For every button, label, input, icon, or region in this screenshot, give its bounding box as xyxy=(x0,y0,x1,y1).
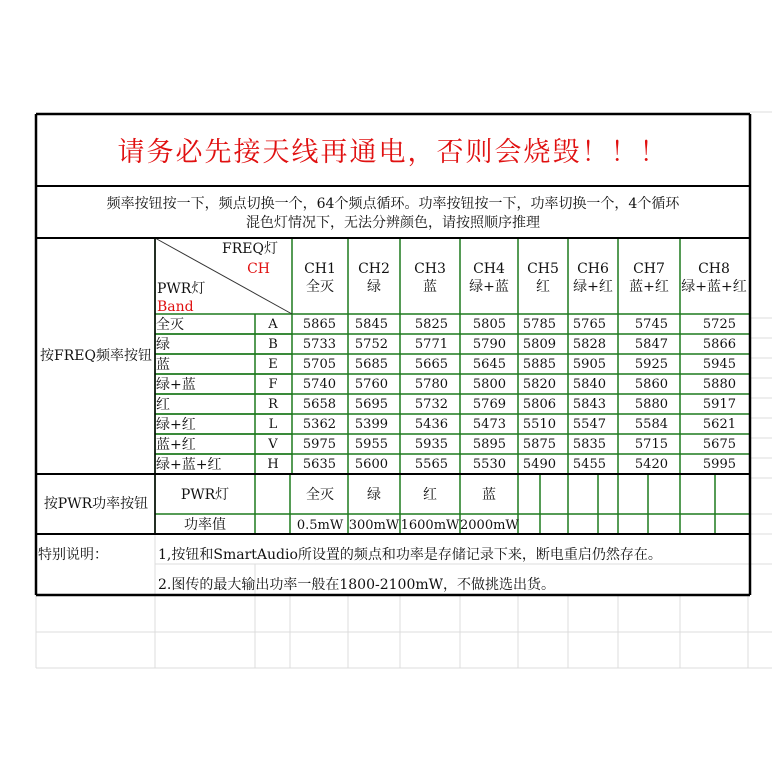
row-pwr-light: 蓝+红 xyxy=(156,437,196,453)
channel-color-5: 红 xyxy=(536,279,550,295)
frequency-cell: 5917 xyxy=(702,397,736,412)
description-line-1: 频率按钮按一下，频点切换一个，64个频点循环。功率按钮按一下，功率切换一个，4个循环 xyxy=(106,196,680,212)
warning-text: 请务必先接天线再通电，否则会烧毁！！！ xyxy=(117,137,669,168)
frequency-cell: 5745 xyxy=(634,317,668,332)
row-pwr-light: 绿+红 xyxy=(156,417,196,433)
frequency-cell: 5865 xyxy=(302,317,336,332)
corner-band: Band xyxy=(157,299,194,315)
frequency-cell: 5835 xyxy=(572,437,606,452)
frequency-cell: 5547 xyxy=(572,417,606,432)
frequency-cell: 5473 xyxy=(472,417,506,432)
row-band: V xyxy=(268,437,278,452)
frequency-cell: 5715 xyxy=(634,437,668,452)
row-pwr-light: 绿+蓝 xyxy=(156,377,196,393)
channel-color-1: 全灭 xyxy=(306,279,334,295)
frequency-cell: 5925 xyxy=(634,357,668,372)
frequency-cell: 5621 xyxy=(702,417,736,432)
row-pwr-light: 红 xyxy=(156,397,170,413)
corner-ch: CH xyxy=(247,261,270,277)
channel-header-1: CH1 xyxy=(304,261,336,277)
row-band: L xyxy=(268,417,278,432)
row-band: B xyxy=(268,337,278,352)
frequency-cell: 5635 xyxy=(302,457,336,472)
frequency-cell: 5955 xyxy=(354,437,388,452)
frequency-cell: 5806 xyxy=(522,397,556,412)
frequency-cell: 5399 xyxy=(354,417,388,432)
frequency-cell: 5995 xyxy=(702,457,736,472)
channel-color-3: 蓝 xyxy=(423,279,437,295)
pwr-side-label: 按PWR功率按钮 xyxy=(43,496,149,512)
frequency-cell: 5895 xyxy=(472,437,506,452)
freq-side-label: 按FREQ频率按钮 xyxy=(40,348,152,364)
description-line-2: 混色灯情况下，无法分辨颜色，请按照顺序推理 xyxy=(246,215,540,231)
frequency-cell: 5490 xyxy=(522,457,556,472)
channel-header-6: CH6 xyxy=(577,261,609,277)
channel-header-2: CH2 xyxy=(358,261,390,277)
channel-header-8: CH8 xyxy=(698,261,730,277)
pwr-light-cell: 蓝 xyxy=(482,487,496,503)
row-band: F xyxy=(268,377,278,392)
frequency-cell: 5530 xyxy=(472,457,506,472)
frequency-cell: 5860 xyxy=(634,377,668,392)
frequency-cell: 5771 xyxy=(414,337,448,352)
power-value-cell: 2000mW xyxy=(460,518,519,533)
frequency-cell: 5875 xyxy=(522,437,556,452)
note-line-2: 2.图传的最大输出功率一般在1800-2100mW，不做挑选出货。 xyxy=(158,577,556,593)
row-band: E xyxy=(268,357,278,372)
frequency-cell: 5705 xyxy=(302,357,336,372)
channel-color-2: 绿 xyxy=(367,279,381,295)
frequency-cell: 5825 xyxy=(414,317,448,332)
frequency-cell: 5645 xyxy=(472,357,506,372)
frequency-cell: 5885 xyxy=(522,357,556,372)
frequency-cell: 5420 xyxy=(634,457,668,472)
row-pwr-light: 全灭 xyxy=(156,317,184,333)
frequency-cell: 5436 xyxy=(414,417,448,432)
frequency-cell: 5665 xyxy=(414,357,448,372)
frequency-cell: 5510 xyxy=(522,417,556,432)
frequency-cell: 5658 xyxy=(302,397,336,412)
frequency-cell: 5880 xyxy=(634,397,668,412)
row-band: A xyxy=(268,317,278,332)
frequency-cell: 5675 xyxy=(702,437,736,452)
frequency-cell: 5820 xyxy=(522,377,556,392)
frequency-cell: 5455 xyxy=(572,457,606,472)
frequency-cell: 5975 xyxy=(302,437,336,452)
channel-color-6: 绿+红 xyxy=(573,279,613,295)
corner-pwr-light: PWR灯 xyxy=(157,281,206,297)
pwr-light-cell: 红 xyxy=(423,487,437,503)
frequency-cell: 5790 xyxy=(472,337,506,352)
frequency-cell: 5780 xyxy=(414,377,448,392)
corner-freq-light: FREQ灯 xyxy=(222,241,278,257)
row-band: R xyxy=(268,397,278,412)
frequency-cell: 5765 xyxy=(572,317,606,332)
pwr-light-cell: 全灭 xyxy=(306,487,334,503)
power-value-cell: 0.5mW xyxy=(296,518,344,533)
frequency-cell: 5935 xyxy=(414,437,448,452)
channel-color-7: 蓝+红 xyxy=(629,279,669,295)
row-band: H xyxy=(267,457,279,472)
frequency-cell: 5695 xyxy=(354,397,388,412)
frequency-cell: 5362 xyxy=(302,417,336,432)
channel-header-7: CH7 xyxy=(633,261,665,277)
frequency-cell: 5845 xyxy=(354,317,388,332)
channel-color-8: 绿+蓝+红 xyxy=(681,279,747,295)
frequency-cell: 5785 xyxy=(522,317,556,332)
channel-header-3: CH3 xyxy=(414,261,446,277)
row-pwr-light: 绿+蓝+红 xyxy=(156,457,222,473)
frequency-cell: 5828 xyxy=(572,337,606,352)
frequency-cell: 5945 xyxy=(702,357,736,372)
channel-header-4: CH4 xyxy=(473,261,505,277)
frequency-cell: 5769 xyxy=(472,397,506,412)
frequency-cell: 5760 xyxy=(354,377,388,392)
row-pwr-light: 蓝 xyxy=(156,357,170,373)
frequency-cell: 5733 xyxy=(302,337,336,352)
power-value-cell: 300mW xyxy=(348,518,400,533)
power-value-cell: 1600mW xyxy=(400,518,460,533)
frequency-cell: 5880 xyxy=(702,377,736,392)
frequency-cell: 5740 xyxy=(302,377,336,392)
notes-label: 特别说明： xyxy=(38,547,108,563)
frequency-cell: 5752 xyxy=(354,337,388,352)
frequency-cell: 5866 xyxy=(702,337,736,352)
channel-color-4: 绿+蓝 xyxy=(469,279,509,295)
frequency-cell: 5805 xyxy=(472,317,506,332)
frequency-cell: 5800 xyxy=(472,377,506,392)
frequency-cell: 5847 xyxy=(634,337,668,352)
frequency-cell: 5905 xyxy=(572,357,606,372)
frequency-cell: 5600 xyxy=(354,457,388,472)
frequency-cell: 5809 xyxy=(522,337,556,352)
frequency-cell: 5840 xyxy=(572,377,606,392)
pwr-light-label: PWR灯 xyxy=(180,487,230,503)
row-pwr-light: 绿 xyxy=(156,337,170,353)
power-value-label: 功率值 xyxy=(184,517,226,533)
frequency-cell: 5843 xyxy=(572,397,606,412)
frequency-cell: 5732 xyxy=(414,397,448,412)
frequency-cell: 5565 xyxy=(414,457,448,472)
note-line-1: 1,按钮和SmartAudio所设置的频点和功率是存储记录下来，断电重启仍然存在。 xyxy=(158,547,662,563)
frequency-cell: 5685 xyxy=(354,357,388,372)
pwr-light-cell: 绿 xyxy=(367,487,381,503)
channel-header-5: CH5 xyxy=(527,261,559,277)
frequency-cell: 5584 xyxy=(634,417,668,432)
frequency-cell: 5725 xyxy=(702,317,736,332)
